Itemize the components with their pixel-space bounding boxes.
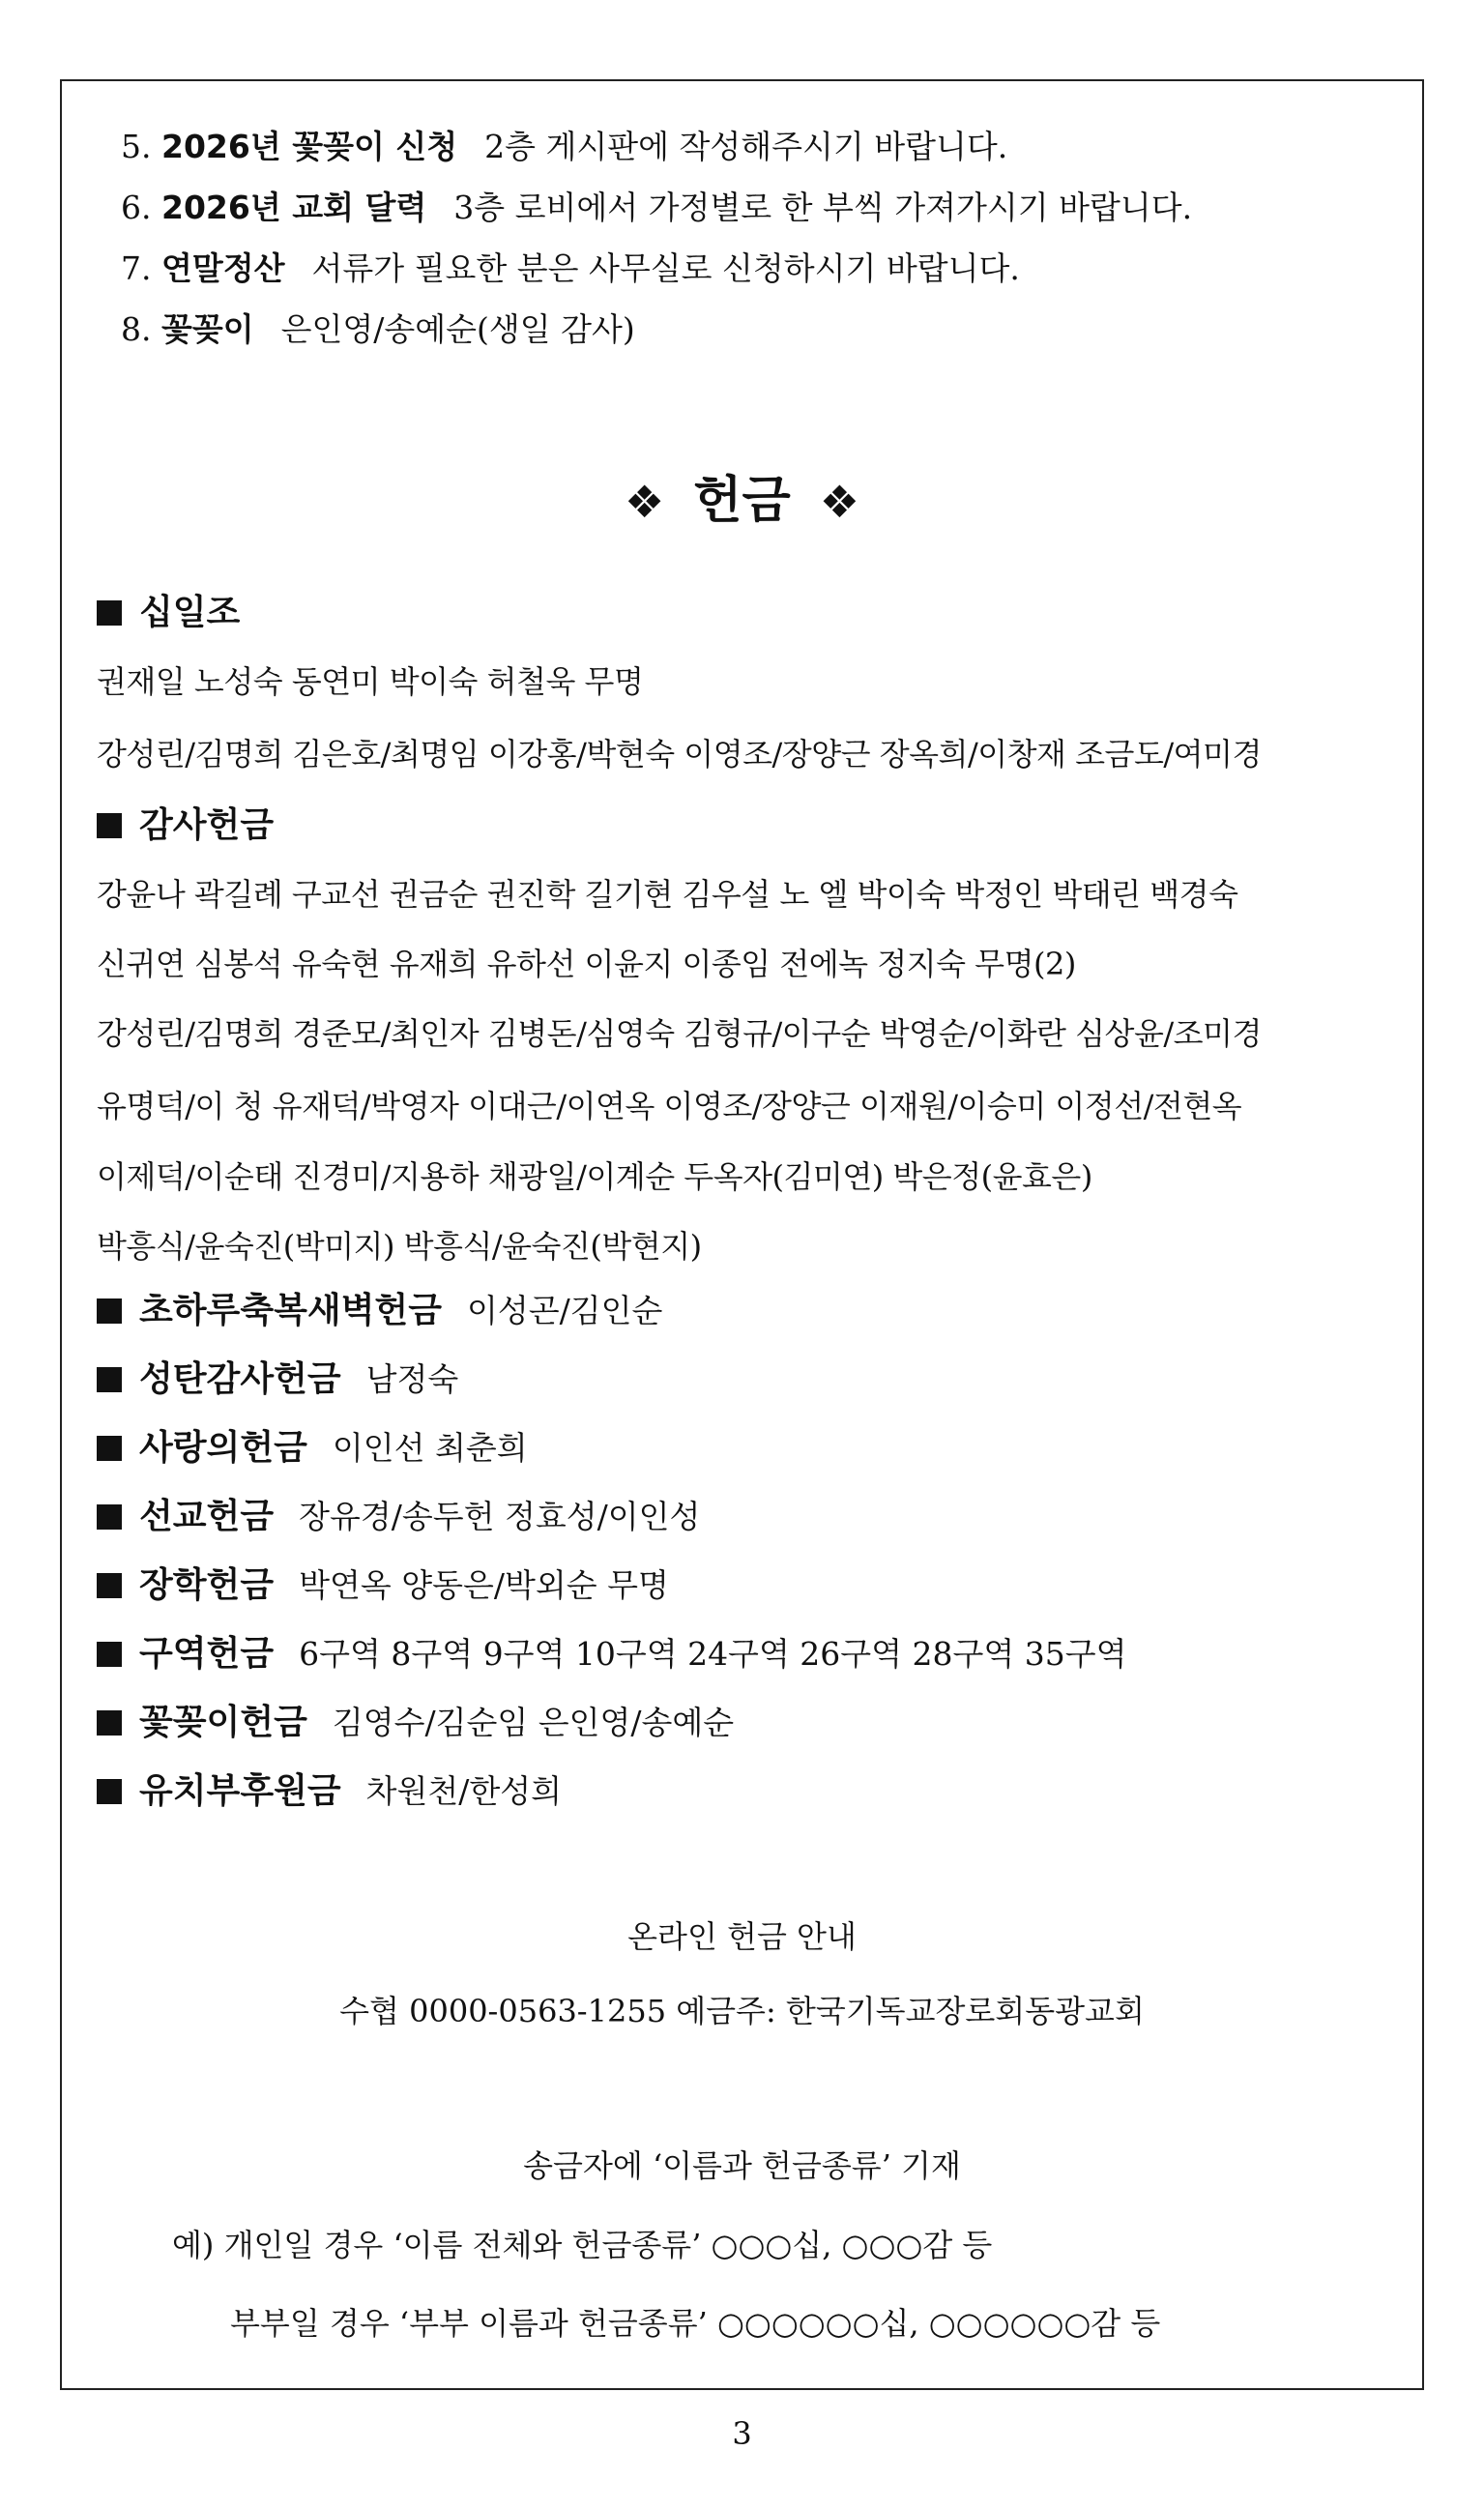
category-tithe (97, 592, 265, 634)
online-title: 온라인 헌금 안내 (627, 1918, 857, 1955)
ornament-icon: ❖ (819, 476, 859, 528)
online-instruction: 송금자에 ‘이름과 헌금종류’ 기재 (523, 2147, 961, 2184)
category-title: 구역헌금 (139, 1634, 275, 1674)
notice-number: 8. (121, 310, 152, 348)
bullet-square-icon (97, 1779, 122, 1804)
category-line (97, 1290, 662, 1332)
category-thanks (97, 804, 299, 847)
category-title: 선교헌금 (139, 1497, 275, 1536)
bullet-square-icon (97, 1573, 122, 1598)
online-account: 수협 0000-0563-1255 예금주: 한국기독교장로회동광교회 (339, 1993, 1145, 2029)
notice-number: 7. (121, 249, 152, 287)
category-title: 장학헌금 (139, 1565, 275, 1605)
names-line: 강성린/김명희 김은호/최명임 이강홍/박현숙 이영조/장양근 장옥희/이창재 조금도/여미경 (97, 736, 1262, 773)
notice-text: 서류가 필요한 분은 사무실로 신청하시기 바랍니다. (311, 249, 1020, 287)
category-line (97, 1496, 700, 1538)
notice-number: 5. (121, 128, 152, 165)
category-line (97, 1564, 669, 1607)
category-title: 초하루축복새벽헌금 (139, 1291, 442, 1330)
notice-item (121, 310, 635, 349)
ornament-icon: ❖ (625, 476, 665, 528)
bullet-square-icon (97, 1298, 122, 1324)
bullet-square-icon (97, 813, 122, 838)
names-line: 유명덕/이 청 유재덕/박영자 이대근/이연옥 이영조/장양근 이재원/이승미 이정선/전현옥 (97, 1088, 1242, 1124)
notice-text: 3층 로비에서 가정별로 한 부씩 가져가시기 바랍니다. (453, 189, 1193, 226)
example-individual: 예) 개인일 경우 ‘이름 전체와 헌금종류’ ○○○십, ○○○감 등 (172, 2227, 993, 2263)
category-line (97, 1427, 528, 1470)
bullet-square-icon (97, 1436, 122, 1461)
names-line: 권재일 노성숙 동연미 박이숙 허철욱 무명 (97, 663, 644, 700)
notice-number: 6. (121, 189, 152, 226)
names-line: 강성린/김명희 경준모/최인자 김병돈/심영숙 김형규/이구순 박영순/이화란 심상윤/조미경 (97, 1015, 1262, 1052)
category-names: 장유경/송두헌 정효성/이인성 (299, 1498, 701, 1535)
names-line: 신귀연 심봉석 유숙현 유재희 유하선 이윤지 이종임 전에녹 정지숙 무명(2) (97, 946, 1076, 982)
notice-label: 2026년 교회 달력 (161, 189, 427, 226)
category-names: 이인선 최춘희 (332, 1429, 528, 1467)
bullet-square-icon (97, 600, 122, 626)
names-line: 강윤나 곽길례 구교선 권금순 권진학 길기현 김우설 노 엘 박이숙 박정인 박태린 백경숙 (97, 876, 1238, 913)
category-line (97, 1770, 562, 1813)
category-line (97, 1358, 458, 1401)
notice-label: 연말정산 (161, 249, 285, 287)
notice-item (121, 249, 1020, 288)
category-line (97, 1702, 734, 1744)
bullet-square-icon (97, 1367, 122, 1392)
category-title: 감사헌금 (139, 805, 275, 845)
category-names: 차원천/한성희 (365, 1772, 563, 1810)
category-line (97, 1633, 1127, 1676)
page-number: 3 (732, 2415, 752, 2452)
notice-item (121, 189, 1192, 227)
bullet-square-icon (97, 1642, 122, 1667)
category-names: 박연옥 양동은/박외순 무명 (299, 1566, 669, 1604)
category-title: 유치부후원금 (139, 1771, 341, 1811)
category-title: 사랑의헌금 (139, 1428, 307, 1468)
category-title: 성탄감사헌금 (139, 1359, 341, 1399)
category-names: 6구역 8구역 9구역 10구역 24구역 26구역 28구역 35구역 (299, 1635, 1127, 1673)
category-names: 김영수/김순임 은인영/송예순 (332, 1704, 735, 1741)
category-title: 꽃꽂이헌금 (139, 1703, 307, 1742)
offering-title: 헌금 (693, 472, 791, 530)
notice-item (121, 128, 1007, 166)
notice-text: 2층 게시판에 작성해주시기 바랍니다. (484, 128, 1008, 165)
notice-label: 2026년 꽃꽂이 신청 (161, 128, 458, 165)
notice-label: 꽃꽂이 (161, 310, 254, 348)
offering-heading (0, 472, 1484, 531)
example-couple: 부부일 경우 ‘부부 이름과 헌금종류’ ○○○○○○십, ○○○○○○감 등 (230, 2305, 1161, 2342)
category-names: 이성곤/김인순 (466, 1292, 663, 1329)
bullet-square-icon (97, 1504, 122, 1530)
category-title: 십일조 (139, 593, 241, 632)
category-names: 남정숙 (365, 1360, 459, 1398)
names-line: 이제덕/이순태 진경미/지용하 채광일/이계순 두옥자(김미연) 박은정(윤효은) (97, 1158, 1092, 1195)
names-line: 박흥식/윤숙진(박미지) 박흥식/윤숙진(박현지) (97, 1228, 702, 1265)
bullet-square-icon (97, 1710, 122, 1736)
notice-text: 은인영/송예순(생일 감사) (280, 310, 635, 348)
